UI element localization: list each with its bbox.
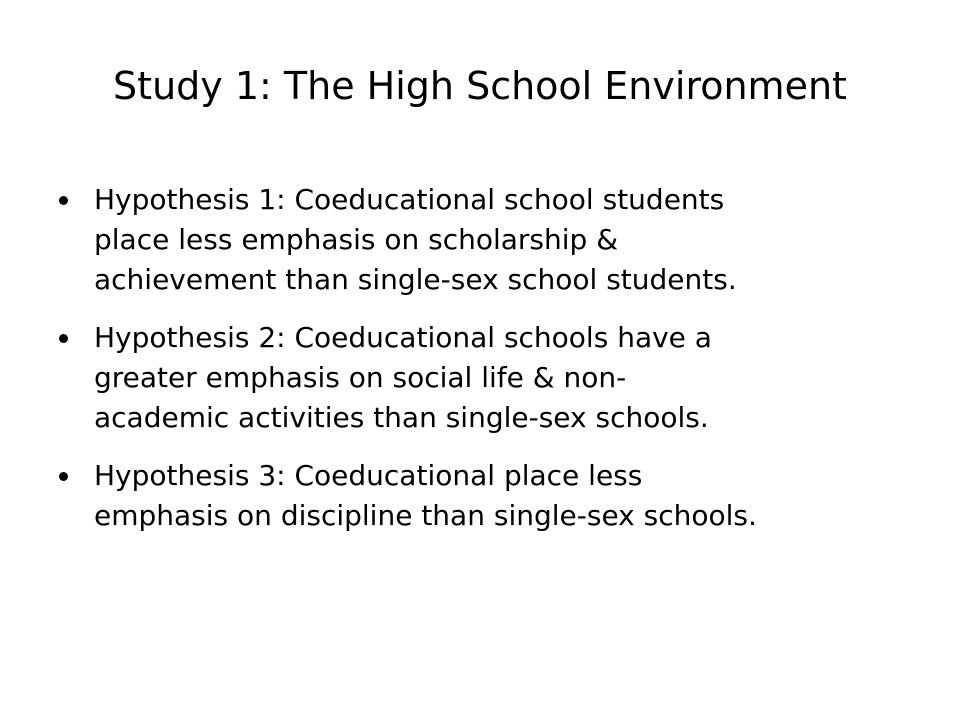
bullet-item-hypothesis-1 [57, 180, 937, 300]
bullet-item-hypothesis-3 [57, 456, 937, 536]
bullet-dot-icon [59, 196, 68, 205]
bullet-line: academic activities than single-sex schools. [94, 401, 709, 434]
bullet-item-hypothesis-2 [57, 318, 937, 438]
bullet-line: Hypothesis 1: Coeducational school students [94, 183, 725, 216]
bullet-line: emphasis on discipline than single-sex schools. [94, 499, 757, 532]
bullet-line: greater emphasis on social life & non- [94, 361, 627, 394]
bullet-dot-icon [59, 334, 68, 343]
slide-title: Study 1: The High School Environment [113, 64, 847, 108]
bullet-line: Hypothesis 2: Coeducational schools have a [94, 321, 712, 354]
bullet-line: place less emphasis on scholarship & [94, 223, 619, 256]
bullet-line: Hypothesis 3: Coeducational place less [94, 459, 643, 492]
bullet-dot-icon [59, 472, 68, 481]
bullet-line: achievement than single-sex school students. [94, 263, 737, 296]
bullet-list [57, 180, 937, 554]
